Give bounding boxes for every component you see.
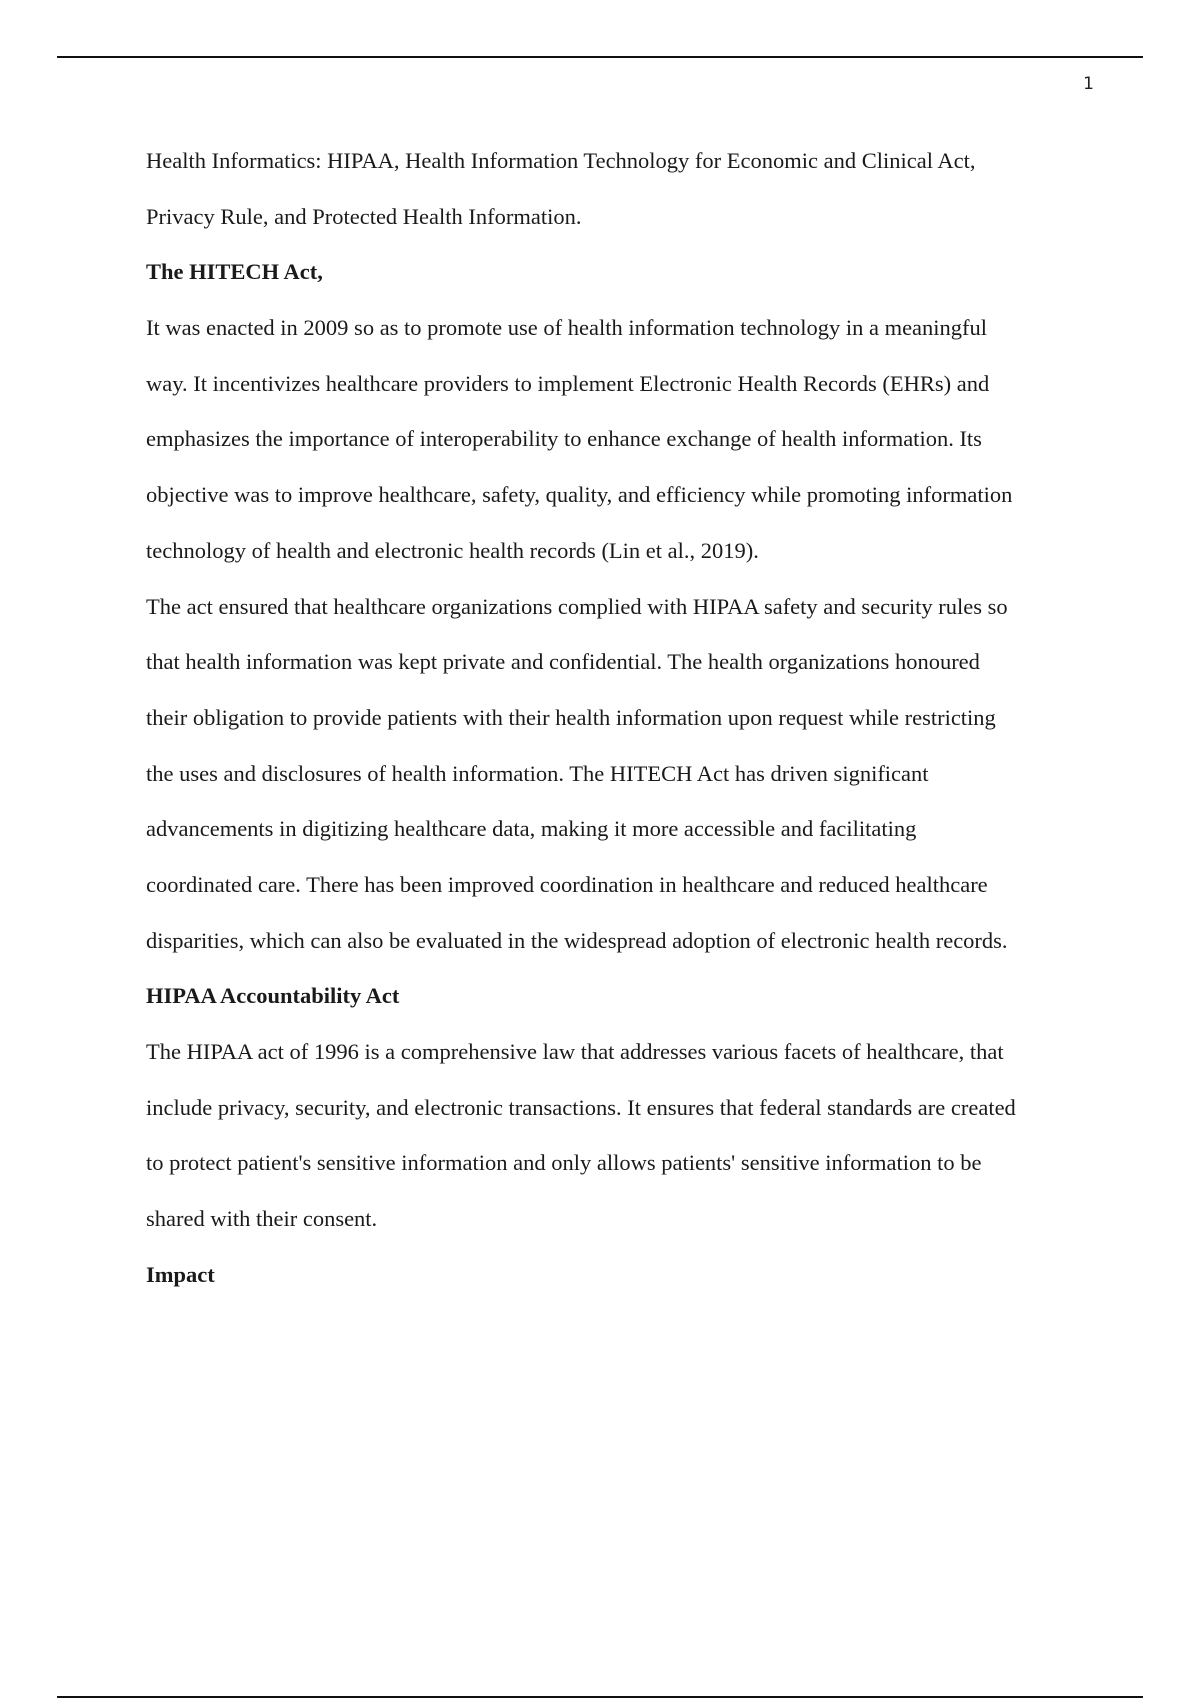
- heading-hipaa-act: HIPAA Accountability Act: [146, 983, 400, 1009]
- paragraph-line: way. It incentivizes healthcare providers to implement Electronic Health Records (EHRs) and: [146, 370, 990, 396]
- paragraph-line: coordinated care. There has been improved coordination in healthcare and reduced healthcare: [146, 871, 988, 897]
- paragraph-line: include privacy, security, and electronic transactions. It ensures that federal standards are created: [146, 1094, 1016, 1120]
- paragraph-line: disparities, which can also be evaluated in the widespread adoption of electronic health records.: [146, 927, 1008, 953]
- paragraph-line: The act ensured that healthcare organizations complied with HIPAA safety and security rules so: [146, 593, 1008, 619]
- footer-rule: [57, 1696, 1143, 1698]
- paragraph-line: advancements in digitizing healthcare data, making it more accessible and facilitating: [146, 816, 917, 842]
- heading-impact: Impact: [146, 1261, 215, 1287]
- document-body: [146, 133, 1096, 1302]
- paragraph-line: to protect patient's sensitive information and only allows patients' sensitive information to be: [146, 1150, 982, 1176]
- paragraph-line: technology of health and electronic health records (Lin et al., 2019).: [146, 537, 759, 563]
- paragraph-line: that health information was kept private and confidential. The health organizations honoured: [146, 649, 980, 675]
- heading-hitech-act: The HITECH Act,: [146, 259, 323, 285]
- paragraph-line: the uses and disclosures of health information. The HITECH Act has driven significant: [146, 760, 929, 786]
- paragraph-line: It was enacted in 2009 so as to promote use of health information technology in a meaningful: [146, 315, 988, 341]
- paragraph-line: emphasizes the importance of interoperability to enhance exchange of health information. Its: [146, 426, 982, 452]
- page-number: 1: [1083, 74, 1094, 94]
- title-line-1: Health Informatics: HIPAA, Health Information Technology for Economic and Clinical Act,: [146, 148, 976, 173]
- paragraph-line: their obligation to provide patients with their health information upon request while restricting: [146, 704, 996, 730]
- paragraph-line: shared with their consent.: [146, 1206, 378, 1232]
- header-rule: [57, 56, 1143, 58]
- paragraph-line: objective was to improve healthcare, safety, quality, and efficiency while promoting information: [146, 482, 1013, 508]
- title-line-2: Privacy Rule, and Protected Health Information.: [146, 203, 582, 229]
- paragraph-line: The HIPAA act of 1996 is a comprehensive law that addresses various facets of healthcare, that: [146, 1039, 1004, 1064]
